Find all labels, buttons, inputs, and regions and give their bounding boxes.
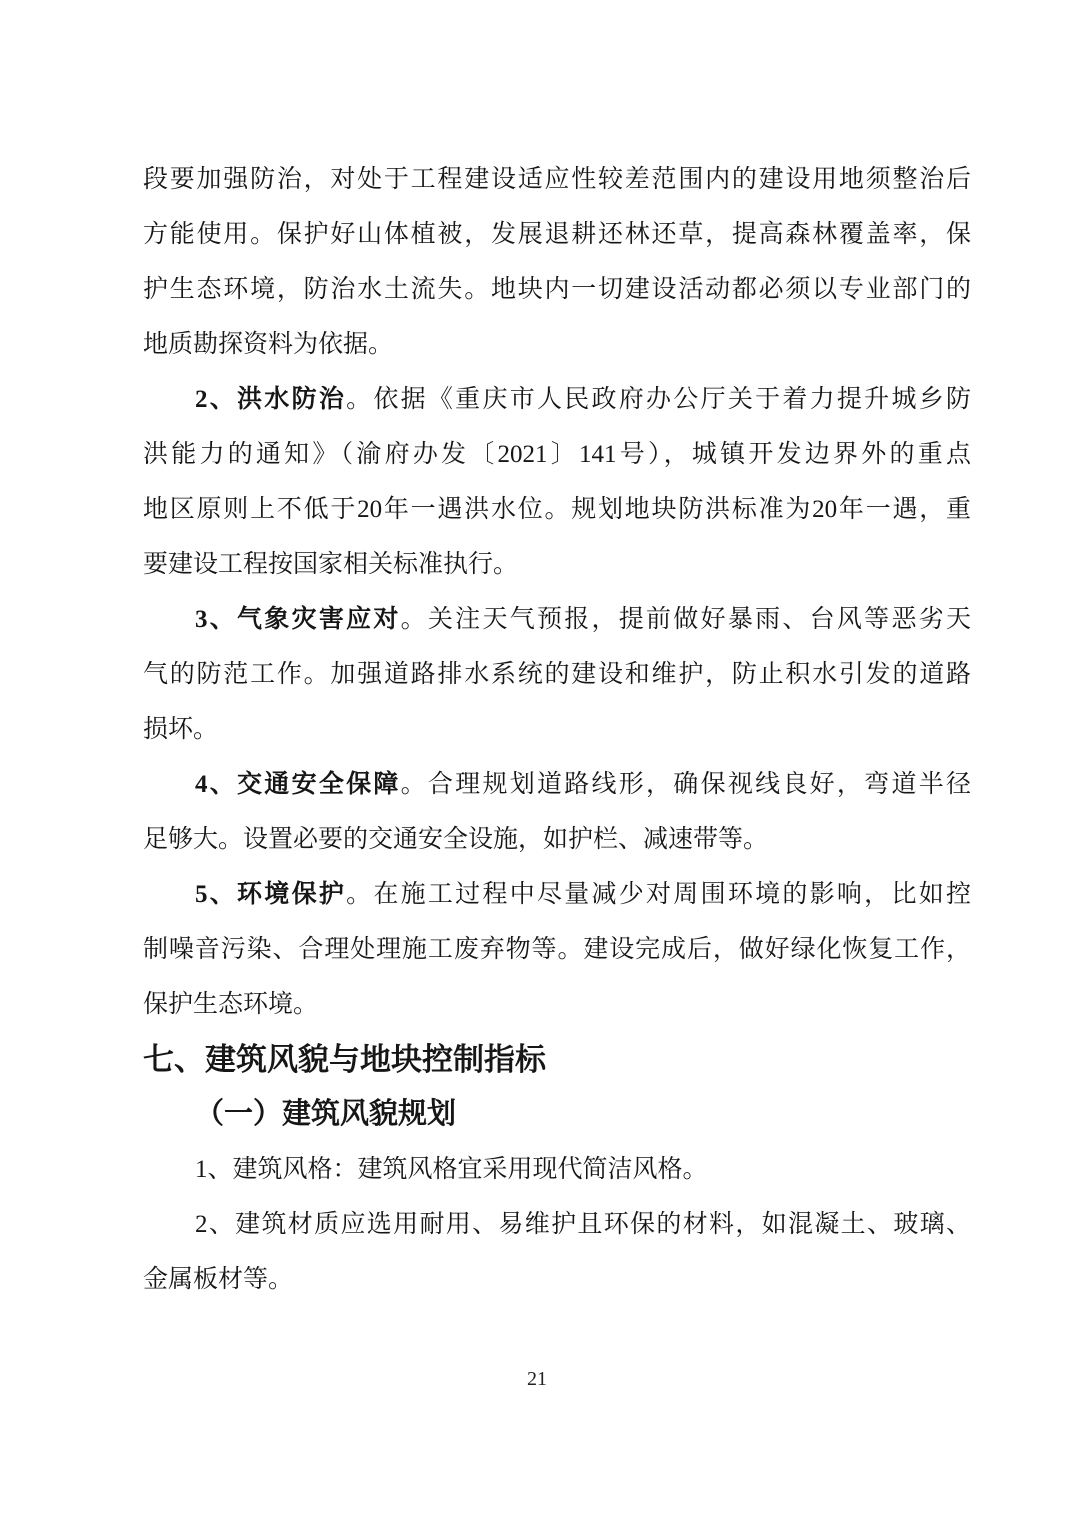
paragraph-1-line-1: 段要加强防治，对处于工程建设适应性较差范围内的建设用地须整治后: [143, 166, 971, 193]
page-number: 21: [527, 1368, 547, 1390]
paragraph-7-line-2: 金属板材等。: [143, 1266, 294, 1293]
paragraph-4-line-2: 足够大。设置必要的交通安全设施，如护栏、减速带等。: [143, 826, 769, 853]
paragraph-3-line-3: 损坏。: [143, 716, 219, 743]
paragraph-3-line-2: 气的防范工作。加强道路排水系统的建设和维护，防止积水引发的道路: [143, 661, 971, 688]
text-block: [143, 152, 971, 1307]
paragraph-6-line-1: 1、建筑风格：建筑风格宜采用现代简洁风格。: [195, 1156, 708, 1183]
paragraph-1-line-2: 方能使用。保护好山体植被，发展退耕还林还草，提高森林覆盖率，保: [143, 221, 971, 248]
paragraph-3-text: 。关注天气预报，提前做好暴雨、台风等恶劣天: [400, 606, 971, 633]
paragraph-4-lead: 4、交通安全保障: [195, 771, 401, 798]
paragraph-2-line-2: 洪能力的通知》（渝府办发〔2021〕141号），城镇开发边界外的重点: [143, 441, 971, 468]
paragraph-2-line-3: 地区原则上不低于20年一遇洪水位。规划地块防洪标准为20年一遇，重: [143, 496, 971, 523]
paragraph-2-lead: 2、洪水防治: [195, 386, 347, 413]
paragraph-5-lead: 5、环境保护: [195, 881, 347, 908]
paragraph-5-text: 。在施工过程中尽量减少对周围环境的影响，比如控: [346, 881, 971, 908]
paragraph-5-line-3: 保护生态环境。: [143, 991, 319, 1018]
paragraph-5-line-1: [143, 867, 971, 922]
page-footer: [0, 1368, 1074, 1391]
paragraph-3-line-1: [143, 592, 971, 647]
paragraph-5-line-2: 制噪音污染、合理处理施工废弃物等。建设完成后，做好绿化恢复工作，: [143, 936, 971, 963]
paragraph-1-line-3: 护生态环境，防治水土流失。地块内一切建设活动都必须以专业部门的: [143, 276, 971, 303]
paragraph-7-line-1: 2、建筑材质应选用耐用、易维护且环保的材料，如混凝土、玻璃、: [195, 1211, 971, 1238]
paragraph-4-text: 。合理规划道路线形，确保视线良好，弯道半径: [400, 771, 971, 798]
subsection-heading: （一）建筑风貌规划: [195, 1098, 457, 1130]
paragraph-1-line-4: 地质勘探资料为依据。: [143, 331, 394, 358]
paragraph-2-line-1: [143, 372, 971, 427]
paragraph-2-line-4: 要建设工程按国家相关标准执行。: [143, 551, 519, 578]
paragraph-2-text: 。依据《重庆市人民政府办公厅关于着力提升城乡防: [346, 386, 971, 413]
paragraph-3-lead: 3、气象灾害应对: [195, 606, 401, 633]
paragraph-4-line-1: [143, 757, 971, 812]
section-heading: 七、建筑风貌与地块控制指标: [143, 1042, 546, 1077]
